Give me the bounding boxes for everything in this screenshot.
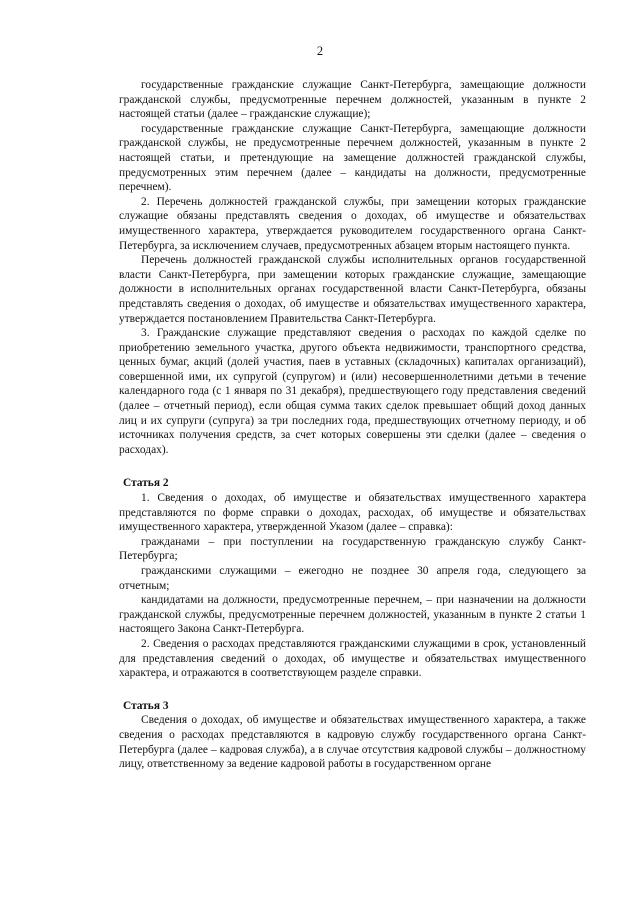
article-2-heading: Статья 2 <box>123 477 169 490</box>
paragraph: 3. Гражданские служащие представляют сведения о расходах по каждой сделке по приобретению земельного участка, другого объекта недвижимости, транспортного средства, ценных бумаг, акций (долей участия, паев в уставных (складочных) капиталах организаций), совершенной ими, их супругой (супругом) и (или) несовершеннолетними детьми в течение календарного года (с 1 января по 31 декабря), предшествующего году представления сведений (далее – отчетный период), если общая сумма таких сделок превышает общий доход данных лиц и их супруги (супруга) за три последних года, предшествующих отчетному периоду, и об источниках получения средств, за счет которых совершены эти сделки (далее – сведения о расходах). <box>119 327 586 456</box>
paragraph: гражданскими служащими – ежегодно не позднее 30 апреля года, следующего за отчетным; <box>119 565 586 592</box>
paragraph: государственные гражданские служащие Санкт-Петербурга, замещающие должности гражданской службы, предусмотренные перечнем должностей, указанным в пункте 2 настоящей статьи (далее – гражданские служащие); <box>119 79 586 121</box>
page-number: 2 <box>316 44 324 58</box>
paragraph: кандидатами на должности, предусмотренные перечнем, – при назначении на должности гражданской службы, предусмотренные перечнем должностей, указанным в пункте 2 статьи 1 настоящего Закона Санкт-Петербурга. <box>119 594 586 636</box>
paragraph: государственные гражданские служащие Санкт-Петербурга, замещающие должности гражданской службы, не предусмотренные перечнем должностей, указанным в пункте 2 настоящей статьи, и претендующие на замещение должностей гражданской службы, предусмотренных этим перечнем (далее – кандидаты на должности, предусмотренные перечнем). <box>119 122 586 194</box>
section-spacer <box>119 457 586 476</box>
paragraph: 2. Перечень должностей гражданской службы, при замещении которых гражданские служащие обязаны представлять сведения о доходах, об имуществе и обязательствах имущественного характера, утверждается руководителем государственного органа Санкт-Петербурга, за исключением случаев, предусмотренных абзацем вторым настоящего пункта. <box>119 195 586 252</box>
paragraph: 2. Сведения о расходах представляются гражданскими служащими в срок, установленный для представления сведений о доходах, об имуществе и обязательствах имущественного характера, и отражаются в соответствующем разделе справки. <box>119 637 586 680</box>
paragraph: Перечень должностей гражданской службы исполнительных органов государственной власти Санкт-Петербурга, при замещении которых гражданские служащие, замещающие должности в исполнительных органах государственной власти Санкт-Петербурга, обязаны представлять сведения о доходах, об имуществе и обязательствах имущественного характера, утверждается постановлением Правительства Санкт-Петербурга. <box>119 254 586 325</box>
section-spacer <box>119 681 586 699</box>
article-3-heading: Статья 3 <box>123 699 169 712</box>
paragraph: 1. Сведения о доходах, об имуществе и обязательствах имущественного характера представляются по форме справки о доходах, расходах, об имуществе и обязательствах имущественного характера, утвержденной Указом (далее – справка): <box>119 492 586 534</box>
paragraph: гражданами – при поступлении на государственную гражданскую службу Санкт-Петербурга; <box>119 535 586 563</box>
paragraph: Сведения о доходах, об имуществе и обязательствах имущественного характера, а также сведения о расходах представляются в кадровую службу государственного органа Санкт-Петербурга (далее – кадровая служба), а в случае отсутствия кадровой службы – должностному лицу, ответственному за ведение кадровой работы в государственном органе <box>119 714 586 771</box>
document-body <box>119 78 586 772</box>
